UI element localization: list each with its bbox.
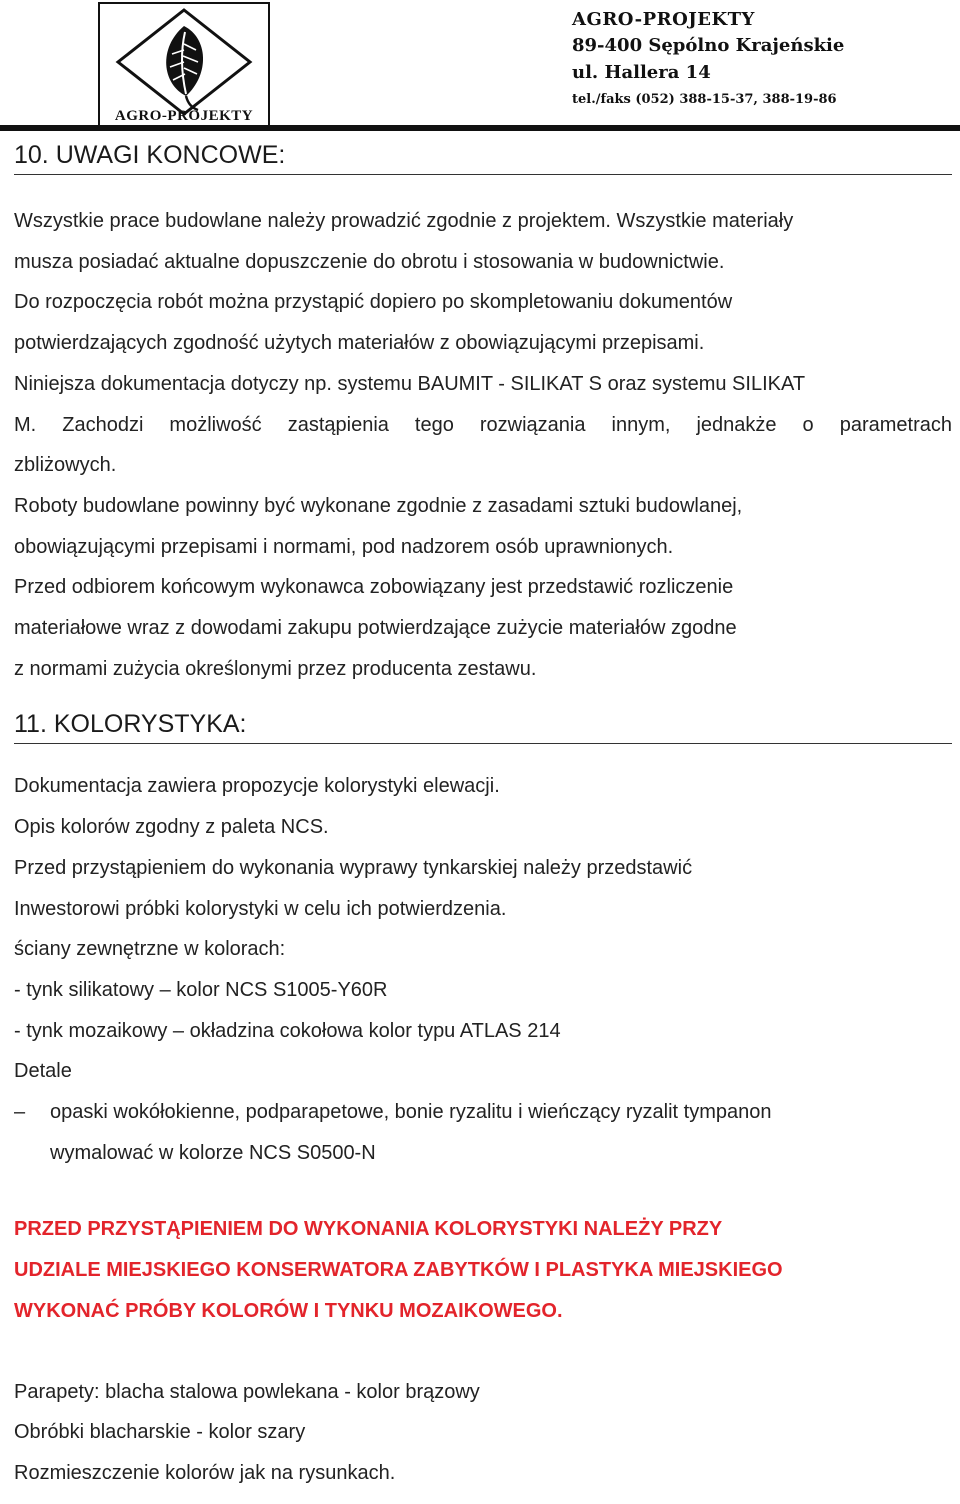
paragraph-line: z normami zużycia określonymi przez producenta zestawu. (14, 657, 537, 680)
note-line: Parapety: blacha stalowa powlekana - kolor brązowy (14, 1380, 480, 1403)
color-spec-line: - tynk mozaikowy – okładzina cokołowa kolor typu ATLAS 214 (14, 1019, 561, 1042)
details-label: Detale (14, 1060, 72, 1083)
warning-line: PRZED PRZYSTĄPIENIEM DO WYKONANIA KOLORYSTYKI NALEŻY PRZY (14, 1218, 723, 1241)
paragraph-line: zbliżowych. (14, 454, 117, 477)
paragraph-line: Przed przystąpieniem do wykonania wyprawy tynkarskiej należy przedstawić (14, 856, 693, 879)
company-city: 89-400 Sępólno Krajeńskie (572, 35, 845, 56)
warning-line: UDZIALE MIEJSKIEGO KONSERWATORA ZABYTKÓW I PLASTYKA MIEJSKIEGO (14, 1259, 783, 1282)
color-spec-line: - tynk silikatowy – kolor NCS S1005-Y60R (14, 978, 388, 1001)
paragraph-line: Dokumentacja zawiera propozycje kolorystyki elewacji. (14, 775, 500, 798)
detail-text-continued: wymalować w kolorze NCS S0500-N (50, 1141, 376, 1164)
note-line: Rozmieszczenie kolorów jak na rysunkach. (14, 1461, 396, 1484)
dash-bullet: – (14, 1101, 26, 1124)
paragraph-line: materiałowe wraz z dowodami zakupu potwierdzające zużycie materiałów zgodne (14, 617, 737, 640)
warning-notice (14, 1209, 952, 1331)
paragraph-line: ściany zewnętrzne w kolorach: (14, 938, 286, 961)
note-line: Obróbki blacharskie - kolor szary (14, 1421, 306, 1444)
paragraph-line: Roboty budowlane powinny być wykonane zgodnie z zasadami sztuki budowlanej, (14, 494, 743, 517)
paragraph-line: obowiązującymi przepisami i normami, pod nadzorem osób uprawnionych. (14, 535, 674, 558)
paragraph-line: Przed odbiorem końcowym wykonawca zobowiązany jest przedstawić rozliczenie (14, 576, 734, 599)
warning-line: WYKONAĆ PRÓBY KOLORÓW I TYNKU MOZAIKOWEGO. (14, 1299, 563, 1322)
paragraph-line: Niniejsza dokumentacja dotyczy np. systemu BAUMIT - SILIKAT S oraz systemu SILIKAT (14, 372, 806, 395)
company-logo (98, 2, 270, 129)
paragraph-line: Inwestorowi próbki kolorystyki w celu ich potwierdzenia. (14, 897, 507, 920)
letterhead (0, 0, 960, 132)
company-info (572, 8, 844, 113)
section-11-text (14, 766, 952, 1173)
paragraph-line: M. Zachodzi możliwość zastąpienia tego rozwiązania innym, jednakże o parametrach (14, 413, 952, 436)
notes (14, 1372, 952, 1494)
header-divider (0, 125, 960, 131)
section-10-heading: 10. UWAGI KONCOWE: (14, 140, 952, 175)
detail-item (14, 1092, 952, 1133)
paragraph-line: potwierdzających zgodność użytych materiałów z obowiązującymi przepisami. (14, 332, 705, 355)
paragraph-line: Do rozpoczęcia robót można przystąpić dopiero po skompletowaniu dokumentów (14, 291, 733, 314)
section-11-heading: 11. KOLORYSTYKA: (14, 709, 952, 744)
company-name: AGRO-PROJEKTY (572, 9, 755, 30)
section-10-text (14, 201, 952, 689)
paragraph-line: musza posiadać aktualne dopuszczenie do obrotu i stosowania w budownictwie. (14, 250, 725, 273)
document-body (14, 140, 952, 1494)
detail-text: opaski wokółokienne, podparapetowe, bonie ryzalitu i wieńczący ryzalit tympanon (50, 1101, 772, 1124)
paragraph-line: Opis kolorów zgodny z paleta NCS. (14, 816, 329, 839)
company-phone: tel./faks (052) 388-15-37, 388-19-86 (572, 92, 837, 107)
paragraph-line: Wszystkie prace budowlane należy prowadzić zgodnie z projektem. Wszystkie materiały (14, 210, 794, 232)
company-street: ul. Hallera 14 (572, 62, 711, 83)
logo-wordmark: AGRO-PROJEKTY (114, 108, 254, 124)
